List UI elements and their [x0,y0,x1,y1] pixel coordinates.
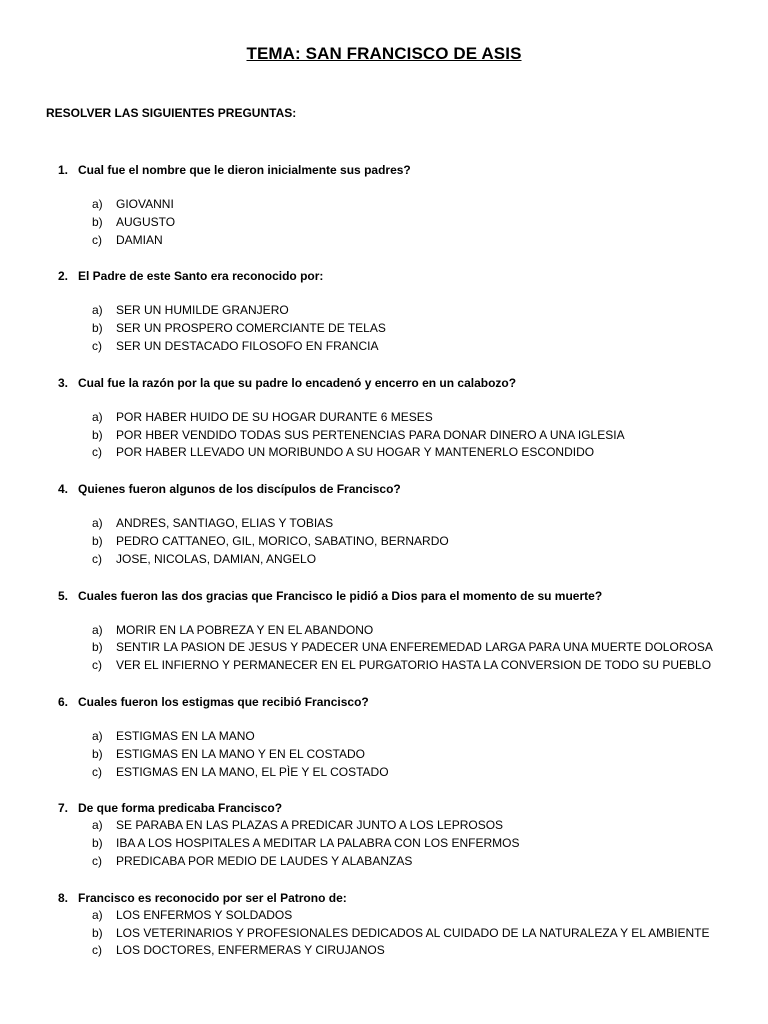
answer-options [0,196,768,249]
option-letter: c) [92,338,102,353]
option-text: ESTIGMAS EN LA MANO Y EN EL COSTADO [116,746,365,761]
answer-option [0,338,768,356]
question-number: 8. [57,890,68,905]
answer-option [0,817,768,835]
question-heading [0,374,768,392]
question-item [0,889,768,960]
question-heading [0,889,768,907]
question-heading [0,161,768,179]
question-list [0,161,768,978]
option-text: LOS VETERINARIOS Y PROFESIONALES DEDICADOS AL CUIDADO DE LA NATURALEZA Y EL AMBIENTE [116,925,710,940]
option-letter: a) [92,728,103,743]
option-text: AUGUSTO [116,214,176,229]
option-letter: c) [92,853,102,868]
option-letter: c) [92,232,102,247]
option-text: SENTIR LA PASION DE JESUS Y PADECER UNA ENFEREMEDAD LARGA PARA UNA MUERTE DOLOROSA [116,640,713,655]
question-text: Quienes fueron algunos de los discípulos de Francisco? [78,482,401,497]
answer-options [0,907,768,960]
option-letter: b) [92,746,103,761]
question-number: 6. [57,694,68,709]
option-letter: b) [92,321,103,336]
option-letter: a) [92,818,103,833]
option-letter: a) [92,409,103,424]
option-text: MORIR EN LA POBREZA Y EN EL ABANDONO [116,622,374,637]
answer-option [0,214,768,232]
answer-options [0,817,768,870]
answer-option [0,925,768,943]
question-number: 7. [57,801,68,816]
option-letter: c) [92,658,102,673]
question-number: 5. [57,588,68,603]
question-heading [0,480,768,498]
option-letter: b) [92,533,103,548]
question-item [0,480,768,568]
answer-option [0,196,768,214]
option-letter: b) [92,836,103,851]
option-text: POR HBER VENDIDO TODAS SUS PERTENENCIAS PARA DONAR DINERO A UNA IGLESIA [116,427,625,442]
option-letter: a) [92,516,103,531]
option-text: ESTIGMAS EN LA MANO [116,728,255,743]
option-text: VER EL INFIERNO Y PERMANECER EN EL PURGATORIO HASTA LA CONVERSION DE TODO SU PUEBLO [116,658,712,673]
question-number: 4. [57,482,68,497]
option-letter: c) [92,764,102,779]
answer-option [0,853,768,871]
answer-option [0,551,768,569]
option-text: PEDRO CATTANEO, GIL, MORICO, SABATINO, BERNARDO [116,533,449,548]
option-letter: c) [92,551,102,566]
option-text: SER UN DESTACADO FILOSOFO EN FRANCIA [116,338,379,353]
answer-option [0,320,768,338]
question-text: Cuales fueron los estigmas que recibió Francisco? [78,694,369,709]
answer-option [0,622,768,640]
option-text: POR HABER LLEVADO UN MORIBUNDO A SU HOGAR Y MANTENERLO ESCONDIDO [116,445,595,460]
question-item [0,267,768,355]
question-item [0,799,768,870]
answer-option [0,409,768,427]
answer-option [0,533,768,551]
question-heading [0,693,768,711]
option-text: IBA A LOS HOSPITALES A MEDITAR LA PALABRA CON LOS ENFERMOS [116,836,520,851]
answer-options [0,515,768,568]
instructions-heading: RESOLVER LAS SIGUIENTES PREGUNTAS: [46,106,297,120]
option-letter: b) [92,925,103,940]
question-text: De que forma predicaba Francisco? [78,801,283,816]
option-text: LOS ENFERMOS Y SOLDADOS [116,907,293,922]
answer-option [0,639,768,657]
question-item [0,161,768,249]
option-text: DAMIAN [116,232,163,247]
answer-option [0,427,768,445]
answer-options [0,409,768,462]
option-letter: b) [92,640,103,655]
answer-option [0,232,768,250]
option-text: SER UN HUMILDE GRANJERO [116,303,289,318]
option-text: ANDRES, SANTIAGO, ELIAS Y TOBIAS [116,516,334,531]
question-number: 1. [57,163,68,177]
question-text: Cual fue la razón por la que su padre lo encadenó y encerro en un calabozo? [78,375,517,390]
answer-option [0,657,768,675]
question-heading [0,587,768,605]
question-number: 2. [57,269,68,284]
answer-option [0,515,768,533]
option-text: LOS DOCTORES, ENFERMERAS Y CIRUJANOS [116,943,385,958]
question-heading [0,267,768,285]
answer-option [0,907,768,925]
answer-option [0,746,768,764]
question-text: Francisco es reconocido por ser el Patrono de: [78,890,347,905]
answer-option [0,942,768,960]
option-text: SE PARABA EN LAS PLAZAS A PREDICAR JUNTO A LOS LEPROSOS [116,818,504,833]
option-letter: c) [92,943,102,958]
answer-option [0,835,768,853]
option-letter: a) [92,907,103,922]
question-text: El Padre de este Santo era reconocido por: [78,269,324,284]
question-item [0,587,768,675]
document-title: TEMA: SAN FRANCISCO DE ASIS [246,44,522,63]
option-text: SER UN PROSPERO COMERCIANTE DE TELAS [116,321,386,336]
option-letter: b) [92,427,103,442]
question-item [0,374,768,462]
answer-options [0,302,768,355]
option-letter: a) [92,303,103,318]
option-letter: c) [92,445,102,460]
question-number: 3. [57,375,68,390]
question-text: Cuales fueron las dos gracias que Francisco le pidió a Dios para el momento de su muerte? [78,588,603,603]
question-text: Cual fue el nombre que le dieron inicialmente sus padres? [78,163,411,177]
answer-option [0,444,768,462]
option-letter: a) [92,197,103,211]
answer-option [0,302,768,320]
option-letter: b) [92,214,103,229]
option-text: PREDICABA POR MEDIO DE LAUDES Y ALABANZAS [116,853,413,868]
answer-options [0,728,768,781]
answer-options [0,622,768,675]
answer-option [0,728,768,746]
option-text: GIOVANNI [116,197,174,211]
question-heading [0,799,768,817]
question-item [0,693,768,781]
option-text: ESTIGMAS EN LA MANO, EL PÌE Y EL COSTADO [116,764,389,779]
option-letter: a) [92,622,103,637]
answer-option [0,764,768,782]
option-text: JOSE, NICOLAS, DAMIAN, ANGELO [116,551,317,566]
option-text: POR HABER HUIDO DE SU HOGAR DURANTE 6 MESES [116,409,433,424]
